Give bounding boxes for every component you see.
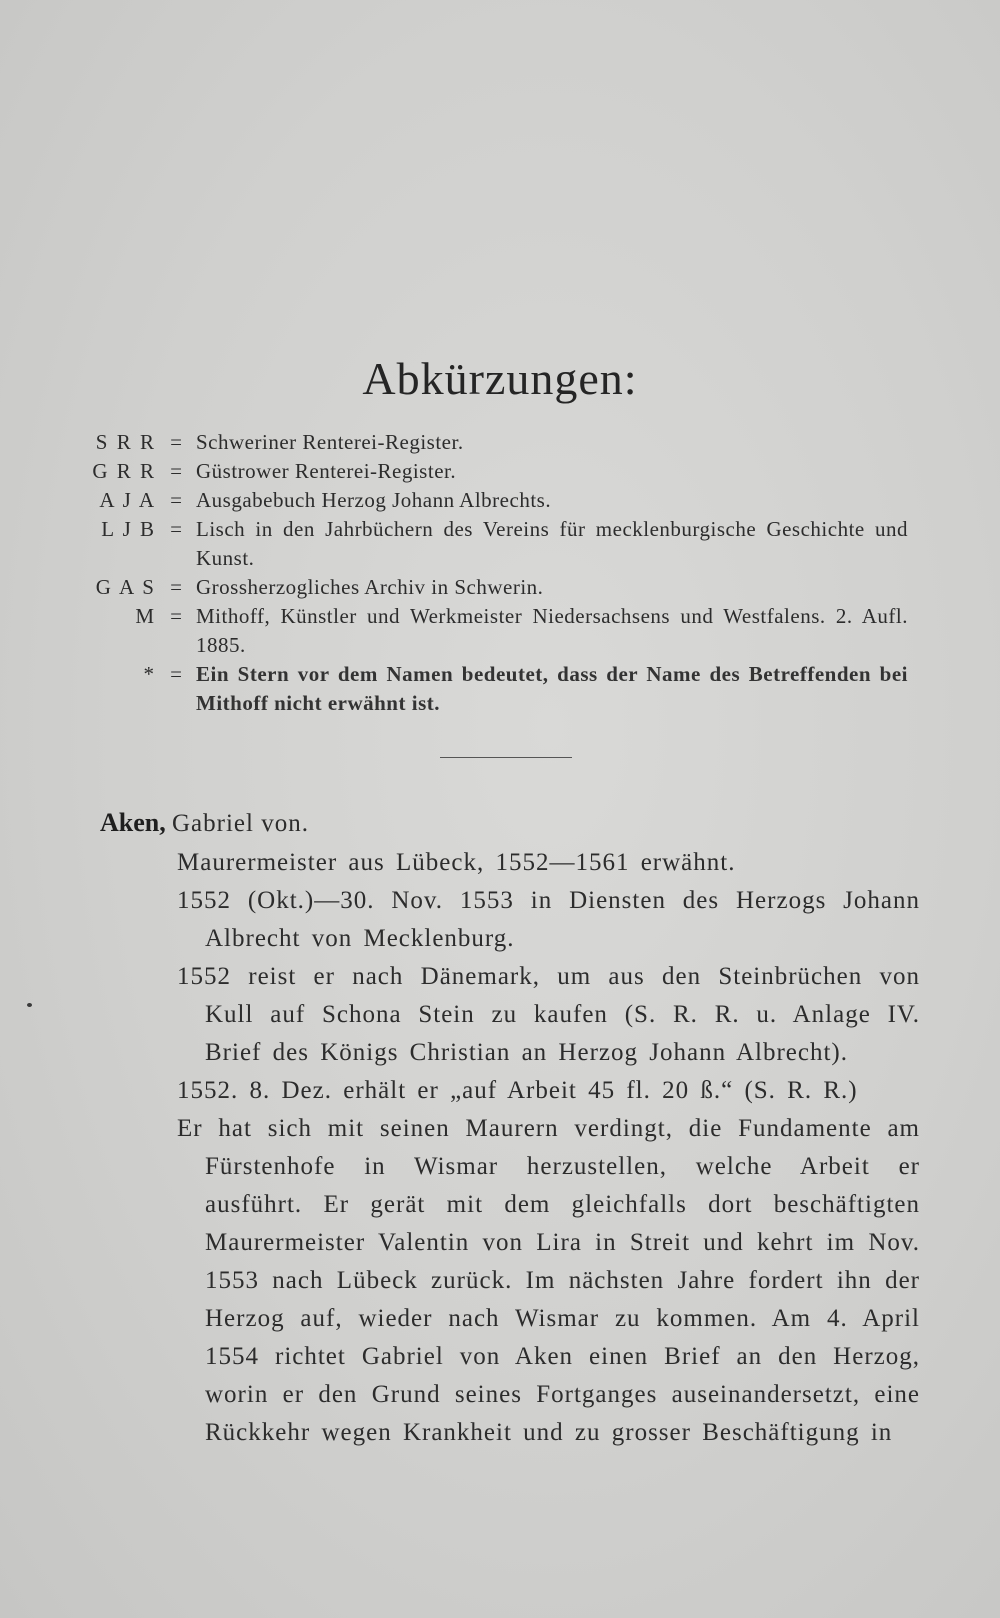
abbreviation-list <box>88 428 908 718</box>
abbreviation-key: S R R <box>95 430 156 454</box>
abbreviation-row <box>88 573 908 602</box>
abbreviation-definition: Lisch in den Jahrbüchern des Vereins für mecklenburgische Geschichte und Kunst. <box>196 517 908 570</box>
entry-paragraph: Maurermeister aus Lübeck, 1552—1561 erwähnt. <box>177 849 736 876</box>
equals-sign: = <box>170 430 182 454</box>
equals-sign: = <box>170 488 182 512</box>
abbreviation-row <box>88 515 908 573</box>
equals-sign: = <box>170 662 182 686</box>
equals-sign: = <box>170 604 182 628</box>
abbreviation-row <box>88 457 908 486</box>
abbreviation-key: G A S <box>95 575 156 599</box>
abbreviation-key: * <box>143 662 156 686</box>
abbreviation-key: L J B <box>101 517 156 541</box>
abbreviation-key: A J A <box>99 488 156 512</box>
equals-sign: = <box>170 517 182 541</box>
equals-sign: = <box>170 459 182 483</box>
abbreviation-row <box>88 486 908 515</box>
entry-paragraph: Er hat sich mit seinen Maurern verdingt, die Fundamente am Fürstenhofe in Wismar herzustellen, welche Arbeit er ausführt. Er gerät mit dem gleichfalls dort beschäftigten Maurermeister Valentin von Lira in Streit und kehrt im Nov. 1553 nach Lübeck zurück. Im nächsten Jahre fordert ihn der Herzog auf, wieder nach Wismar zu kommen. Am 4. April 1554 richtet Gabriel von Aken einen Brief an den Herzog, worin er den Grund seines Fortganges auseinandersetzt, eine Rückkehr wegen Krankheit und zu grosser Beschäftigung in <box>177 1115 920 1446</box>
abbreviation-row <box>88 428 908 457</box>
margin-speck <box>27 1003 32 1007</box>
abbreviation-key: G R R <box>92 459 156 483</box>
abbreviation-definition: Grossherzogliches Archiv in Schwerin. <box>196 575 544 599</box>
page-title: Abkürzungen: <box>362 353 638 404</box>
entry-paragraph: 1552 reist er nach Dänemark, um aus den Steinbrüchen von Kull auf Schona Stein zu kaufen (S. R. R. u. Anlage IV. Brief des Königs Christian an Herzog Johann Albrecht). <box>177 963 920 1066</box>
abbreviation-row <box>88 602 908 660</box>
abbreviation-definition: Güstrower Renterei-Register. <box>196 459 457 483</box>
entry-paragraph: 1552. 8. Dez. erhält er „auf Arbeit 45 fl. 20 ß.“ (S. R. R.) <box>177 1077 858 1104</box>
abbreviation-definition: Ein Stern vor dem Namen bedeutet, dass der Name des Betreffenden bei Mithoff nicht erwähnt ist. <box>196 662 908 715</box>
entry-surname: Aken, <box>100 808 166 837</box>
section-divider <box>440 757 572 758</box>
entry-heading <box>100 804 920 843</box>
equals-sign: = <box>170 575 182 599</box>
entry-given-name: Gabriel von. <box>172 810 309 837</box>
biography-entry <box>100 804 920 1452</box>
entry-paragraph: 1552 (Okt.)—30. Nov. 1553 in Diensten des Herzogs Johann Albrecht von Mecklenburg. <box>177 887 920 952</box>
abbreviation-row <box>88 660 908 718</box>
abbreviation-definition: Ausgabebuch Herzog Johann Albrechts. <box>196 488 552 512</box>
abbreviation-definition: Mithoff, Künstler und Werkmeister Niedersachsens und Westfalens. 2. Aufl. 1885. <box>196 604 908 657</box>
abbreviation-key: M <box>135 604 156 628</box>
abbreviation-definition: Schweriner Renterei-Register. <box>196 430 464 454</box>
